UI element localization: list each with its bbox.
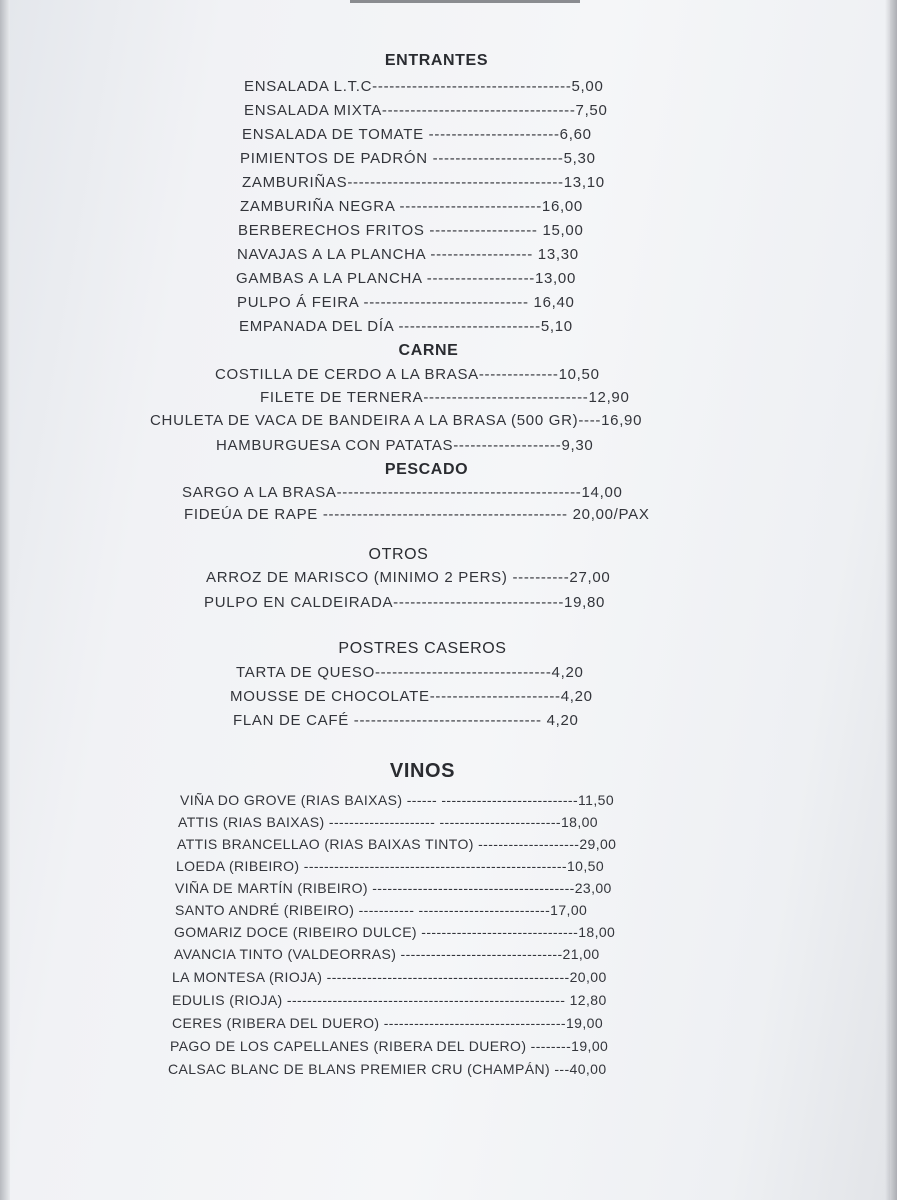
menu-item: ENSALADA L.T.C-----------------------------------5,00 bbox=[244, 78, 604, 95]
menu-item: ZAMBURIÑA NEGRA -------------------------16,00 bbox=[240, 198, 583, 215]
menu-item: PULPO EN CALDEIRADA------------------------------19,80 bbox=[204, 594, 606, 611]
top-edge-bar bbox=[350, 0, 580, 3]
left-shadow bbox=[0, 0, 10, 1200]
menu-item: ENSALADA MIXTA----------------------------------7,50 bbox=[244, 102, 608, 119]
menu-item: SARGO A LA BRASA-------------------------------------------14,00 bbox=[182, 484, 623, 501]
section-title-entrantes: ENTRANTES bbox=[384, 52, 489, 69]
menu-item: GAMBAS A LA PLANCHA -------------------13,00 bbox=[236, 270, 576, 287]
wine-item: CALSAC BLANC DE BLANS PREMIER CRU (CHAMPÁN) ---40,00 bbox=[168, 1061, 607, 1077]
menu-item: MOUSSE DE CHOCOLATE-----------------------4,20 bbox=[230, 688, 593, 705]
wine-item: VIÑA DO GROVE (RIAS BAIXAS) ------ ---------------------------11,50 bbox=[180, 792, 615, 808]
section-title-otros: OTROS bbox=[368, 546, 429, 563]
menu-item: FLAN DE CAFÉ --------------------------------- 4,20 bbox=[233, 712, 579, 729]
section-title-postres: POSTRES CASEROS bbox=[338, 640, 507, 657]
wine-item: EDULIS (RIOJA) ------------------------------------------------------- 12,80 bbox=[172, 992, 607, 1008]
menu-item: COSTILLA DE CERDO A LA BRASA--------------10,50 bbox=[215, 366, 600, 383]
section-title-carne: CARNE bbox=[398, 342, 459, 359]
menu-item: ZAMBURIÑAS--------------------------------------13,10 bbox=[242, 174, 605, 191]
menu-item: TARTA DE QUESO-------------------------------4,20 bbox=[236, 664, 584, 681]
section-title-pescado: PESCADO bbox=[384, 461, 469, 478]
wine-item: ATTIS BRANCELLAO (RIAS BAIXAS TINTO) --------------------29,00 bbox=[177, 836, 617, 852]
menu-item: NAVAJAS A LA PLANCHA ------------------ 13,30 bbox=[237, 246, 579, 263]
wine-item: LOEDA (RIBEIRO) ----------------------------------------------------10,50 bbox=[176, 858, 605, 874]
wine-item: ATTIS (RIAS BAIXAS) --------------------- ------------------------18,00 bbox=[178, 814, 598, 830]
menu-item: FIDEÚA DE RAPE ------------------------------------------- 20,00/PAX bbox=[184, 506, 650, 523]
menu-item: HAMBURGUESA CON PATATAS-------------------9,30 bbox=[216, 437, 594, 454]
menu-item: ARROZ DE MARISCO (MINIMO 2 PERS) ----------27,00 bbox=[206, 569, 611, 586]
menu-item: PULPO Á FEIRA ----------------------------- 16,40 bbox=[237, 294, 575, 311]
wine-item: AVANCIA TINTO (VALDEORRAS) --------------------------------21,00 bbox=[174, 946, 600, 962]
wine-item: CERES (RIBERA DEL DUERO) ------------------------------------19,00 bbox=[172, 1015, 604, 1031]
menu-item: PIMIENTOS DE PADRÓN -----------------------5,30 bbox=[240, 150, 596, 167]
menu-item: BERBERECHOS FRITOS ------------------- 15,00 bbox=[238, 222, 584, 239]
wine-item: LA MONTESA (RIOJA) ------------------------------------------------20,00 bbox=[172, 969, 607, 985]
section-title-vinos: VINOS bbox=[389, 760, 456, 782]
right-shadow bbox=[885, 0, 897, 1200]
menu-item: EMPANADA DEL DÍA -------------------------5,10 bbox=[239, 318, 573, 335]
wine-item: VIÑA DE MARTÍN (RIBEIRO) ----------------------------------------23,00 bbox=[175, 880, 612, 896]
wine-item: SANTO ANDRÉ (RIBEIRO) ----------- --------------------------17,00 bbox=[175, 902, 588, 918]
wine-item: PAGO DE LOS CAPELLANES (RIBERA DEL DUERO) --------19,00 bbox=[170, 1038, 609, 1054]
menu-item: ENSALADA DE TOMATE -----------------------6,60 bbox=[242, 126, 592, 143]
wine-item: GOMARIZ DOCE (RIBEIRO DULCE) -------------------------------18,00 bbox=[174, 924, 616, 940]
menu-item: FILETE DE TERNERA-----------------------------12,90 bbox=[260, 389, 630, 406]
menu-item: CHULETA DE VACA DE BANDEIRA A LA BRASA (500 GR)----16,90 bbox=[150, 412, 643, 429]
